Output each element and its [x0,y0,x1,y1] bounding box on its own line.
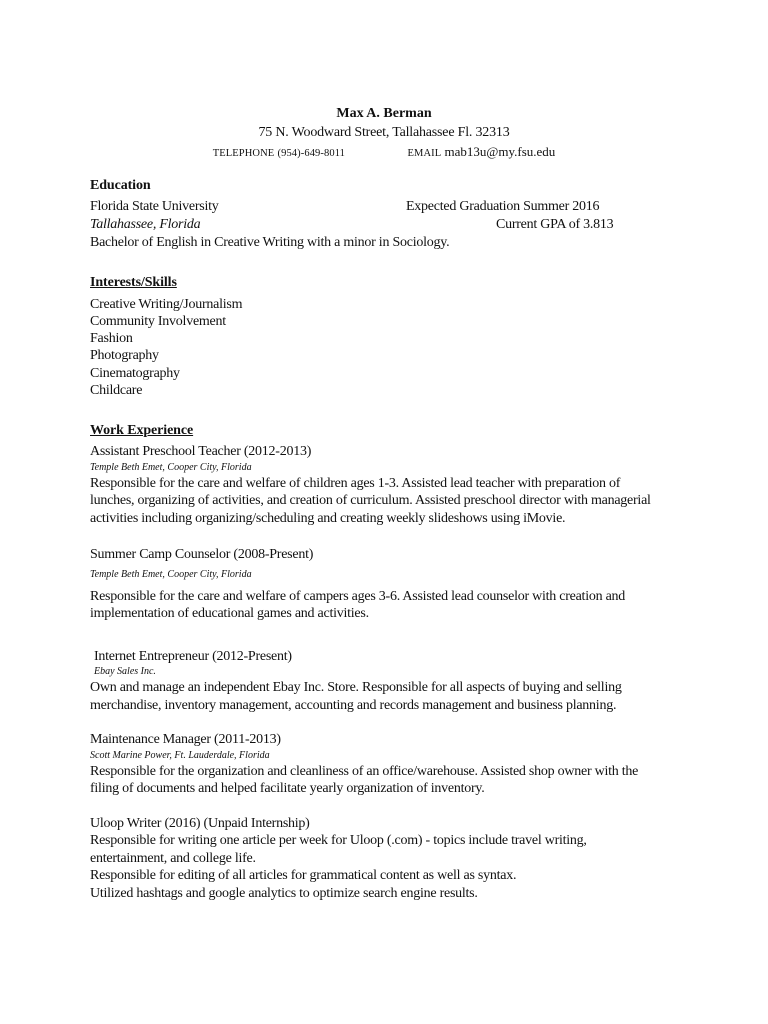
job-description-line: filing of documents and helped facilitate yearly organization of inventory. [90,781,485,797]
skill-item: Cinematography [90,365,180,381]
experience-title: Work Experience [90,423,194,439]
job-entry [90,546,690,623]
job-description-line: activities including organizing/scheduling and creating weekly slideshows using iMovie. [90,510,566,526]
telephone-label: TELEPHONE [212,148,275,159]
education-title: Education [90,178,151,193]
degree: Bachelor of English in Creative Writing with a minor in Sociology. [90,235,450,250]
skills-list [90,296,690,400]
education-section [90,176,690,252]
job-description-line: lunches, organizing of activities, and creation of curriculum. Assisted preschool director with managerial [90,493,651,509]
job-description-line: entertainment, and college life. [90,850,256,866]
applicant-address: 75 N. Woodward Street, Tallahassee Fl. 32313 [258,125,510,140]
job-role: Uloop Writer (2016) (Unpaid Internship) [90,815,310,831]
job-role: Summer Camp Counselor (2008-Present) [90,547,314,563]
job-entry [90,815,690,903]
job-organization: Scott Marine Power, Ft. Lauderdale, Florida [90,749,270,761]
job-role: Internet Entrepreneur (2012-Present) [94,648,292,664]
education-row-2 [90,216,690,234]
skill-item: Creative Writing/Journalism [90,296,243,312]
telephone-number: (954)-649-8011 [277,148,346,159]
email-label: EMAIL [407,148,442,159]
skills-title: Interests/Skills [90,274,177,290]
job-description-line: Own and manage an independent Ebay Inc. Store. Responsible for all aspects of buying and selling [90,680,622,696]
job-entry [90,731,690,798]
job-description-line: Responsible for the care and welfare of children ages 1-3. Assisted lead teacher with preparation of [90,475,621,491]
job-organization: Ebay Sales Inc. [94,666,156,678]
school-name: Florida State University [90,199,219,214]
job-organization: Temple Beth Emet, Cooper City, Florida [90,461,252,473]
education-row-1 [90,198,690,216]
job-description-line: Responsible for the organization and cleanliness of an office/warehouse. Assisted shop owner with the [90,763,639,779]
job-role: Maintenance Manager (2011-2013) [90,732,281,748]
job-description-line: Responsible for the care and welfare of campers ages 3-6. Assisted lead counselor with creation and [90,588,626,604]
job-entry [90,648,690,715]
gpa: Current GPA of 3.813 [496,217,614,232]
skill-item: Fashion [90,331,133,347]
skill-item: Community Involvement [90,313,226,329]
job-description-line: Responsible for writing one article per week for Uloop (.com) - topics include travel writing, [90,833,587,849]
job-description-line: Utilized hashtags and google analytics to optimize search engine results. [90,885,478,901]
job-description-line: Responsible for editing of all articles for grammatical content as well as syntax. [90,868,517,884]
skills-section [90,273,690,400]
contact-line [0,143,768,163]
skill-item: Childcare [90,382,143,398]
job-description-line: implementation of educational games and activities. [90,606,369,622]
job-description-line: merchandise, inventory management, accounting and records management and business planning. [90,697,617,713]
skill-item: Photography [90,348,159,364]
resume-header [0,104,768,163]
school-location: Tallahassee, Florida [90,217,201,232]
job-organization: Temple Beth Emet, Cooper City, Florida [90,568,252,580]
job-entry [90,443,690,527]
email-address: mab13u@my.fsu.edu [444,144,556,159]
resume-body [90,176,690,902]
experience-section [90,421,690,902]
applicant-name: Max A. Berman [336,106,432,121]
job-role: Assistant Preschool Teacher (2012-2013) [90,444,312,460]
graduation-date: Expected Graduation Summer 2016 [406,199,600,214]
